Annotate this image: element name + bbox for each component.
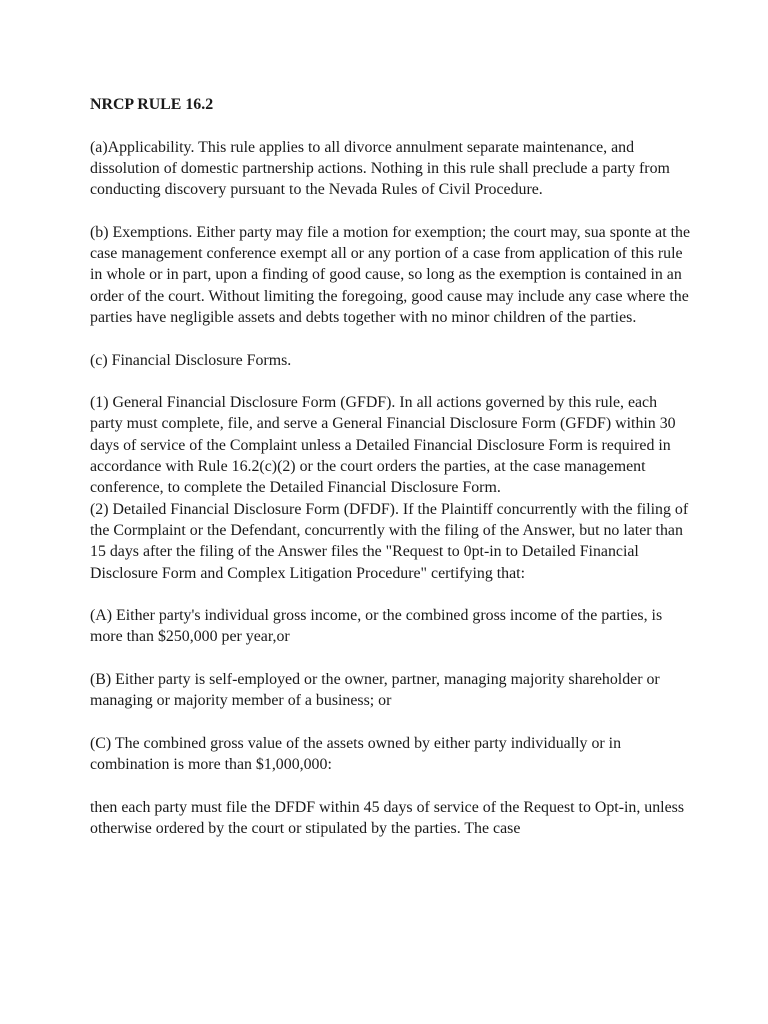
- paragraph-gfdf: (1) General Financial Disclosure Form (GFDF). In all actions governed by this rule, each party must complete, file, and serve a General Financial Disclosure Form (GFDF) within 30 days of service of the Complaint unless a Detailed Financial Disclosure Form is required in accordance with Rule 16.2(c)(2) or the court orders the parties, at the case management conference, to complete the Detailed Financial Disclosure Form.: [90, 394, 676, 497]
- document-body: [90, 94, 690, 839]
- paragraph-exemptions: (b) Exemptions. Either party may file a motion for exemption; the court may, sua sponte at the case management conference exempt all or any portion of a case from application of this rule in whole or in part, upon a finding of good cause, so long as the exemption is contained in an order of the court. Without limiting the foregoing, good cause may include any case where the parties have negligible assets and debts together with no minor children of the parties.: [90, 223, 691, 326]
- paragraph-dfdf: (2) Detailed Financial Disclosure Form (DFDF). If the Plaintiff concurrently with the filing of the Cormplaint or the Defendant, concurrently with the filing of the Answer, but no later than 15 days after the filing of the Answer files the "Request to 0pt-in to Detailed Financial Disclosure Form and Complex Litigation Procedure" certifying that:: [90, 500, 689, 582]
- paragraph-condition-a: (A) Either party's individual gross income, or the combined gross income of the parties, is more than $250,000 per year,or: [90, 607, 663, 646]
- paragraph-filing-deadline: then each party must file the DFDF within 45 days of service of the Request to Opt-in, unless otherwise ordered by the court or stipulated by the parties. The case: [90, 798, 685, 838]
- paragraph-condition-c: (C) The combined gross value of the assets owned by either party individually or in combination is more than $1,000,000:: [90, 734, 622, 774]
- paragraph-applicability: (a)Applicability. This rule applies to all divorce annulment separate maintenance, and dissolution of domestic partnership actions. Nothing in this rule shall preclude a party from conducting discovery pursuant to the Nevada Rules of Civil Procedure.: [90, 138, 670, 199]
- paragraph-condition-b: (B) Either party is self-employed or the owner, partner, managing majority shareholder or managing or majority member of a business; or: [90, 671, 660, 710]
- paragraph-financial-disclosure-forms: (c) Financial Disclosure Forms.: [90, 351, 292, 369]
- rule-heading: NRCP RULE 16.2: [90, 96, 214, 113]
